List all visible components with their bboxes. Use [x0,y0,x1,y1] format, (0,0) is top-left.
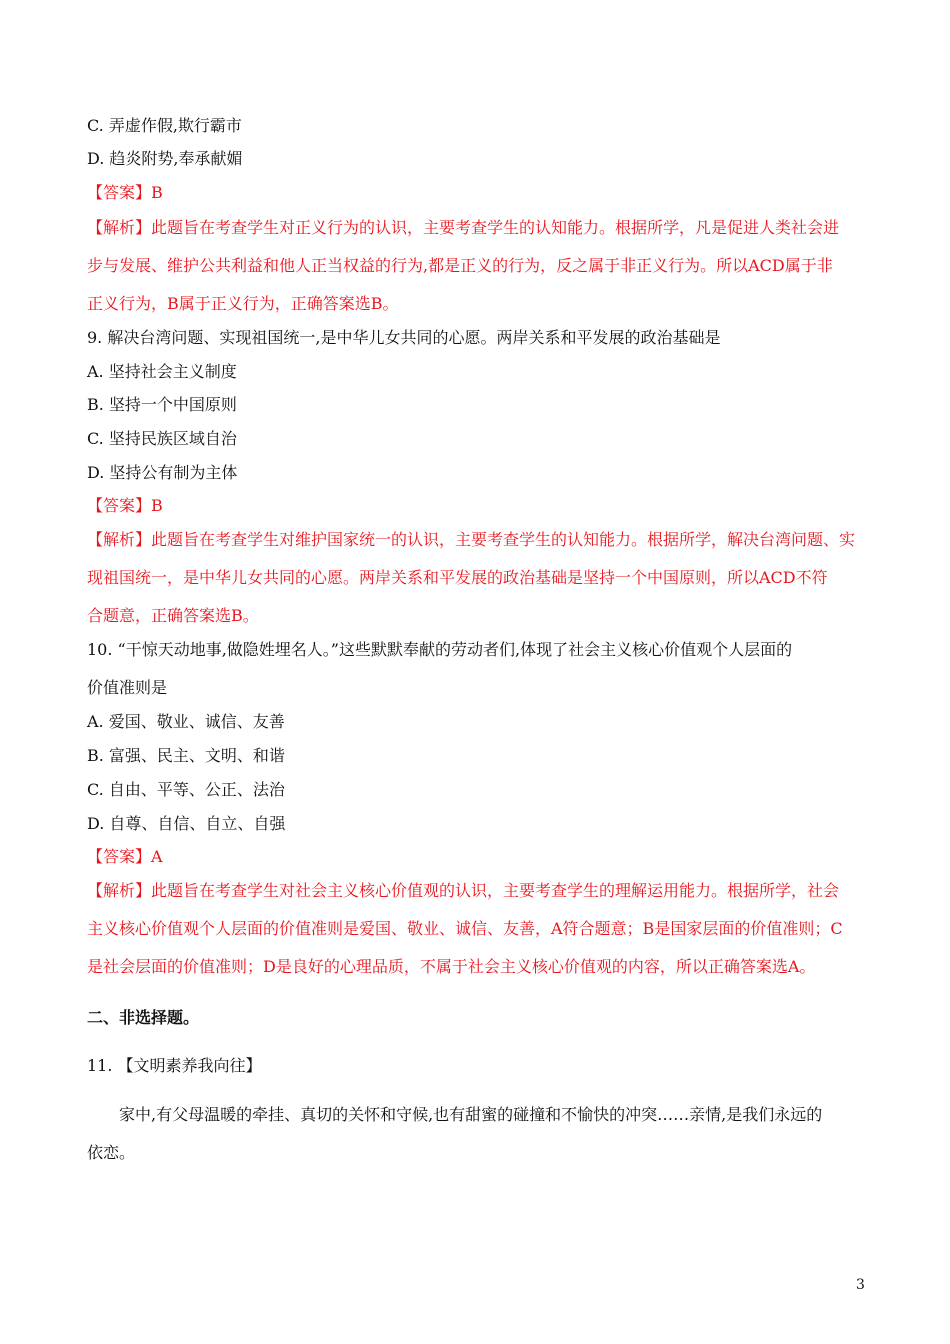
q9-analysis-line-1: 【解析】此题旨在考查学生对维护国家统一的认识，主要考查学生的认知能力。根据所学，解决台湾问题、实 [87,530,856,549]
q9-option-d: D. 坚持公有制为主体 [87,463,238,482]
q10-option-a: A. 爱国、敬业、诚信、友善 [87,712,285,731]
q8-option-d: D. 趋炎附势,奉承献媚 [87,149,243,168]
q8-analysis-line-3: 正义行为，B属于正义行为，正确答案选B。 [87,294,399,313]
q8-analysis-line-1: 【解析】此题旨在考查学生对正义行为的认识，主要考查学生的认知能力。根据所学，凡是促进人类社会进 [87,218,840,237]
q9-answer: 【答案】B [87,496,163,515]
q9-analysis-line-3: 合题意，正确答案选B。 [87,606,259,625]
q10-stem-line-1: 10. “干惊天动地事,做隐姓埋名人。”这些默默奉献的劳动者们,体现了社会主义核心价值观个人层面的 [87,640,793,659]
q10-option-b: B. 富强、民主、文明、和谐 [87,746,285,765]
q9-stem: 9. 解决台湾问题、实现祖国统一,是中华儿女共同的心愿。两岸关系和平发展的政治基础是 [87,328,721,347]
q11-paragraph-line-1: 家中,有父母温暖的牵挂、真切的关怀和守候,也有甜蜜的碰撞和不愉快的冲突……亲情,是我们永远的 [119,1105,823,1124]
page-number: 3 [856,1277,865,1293]
q10-answer: 【答案】A [87,847,163,866]
q9-option-b: B. 坚持一个中国原则 [87,395,237,414]
q9-analysis-line-2: 现祖国统一，是中华儿女共同的心愿。两岸关系和平发展的政治基础是坚持一个中国原则，所以ACD不符 [87,568,828,587]
q9-option-c: C. 坚持民族区域自治 [87,429,237,448]
q8-analysis-line-2: 步与发展、维护公共利益和他人正当权益的行为,都是正义的行为，反之属于非正义行为。所以ACD属于非 [87,256,833,275]
q10-analysis-line-3: 是社会层面的价值准则；D是良好的心理品质，不属于社会主义核心价值观的内容，所以正确答案选A。 [87,957,816,976]
q11-stem: 11. 【文明素养我向往】 [87,1056,262,1075]
q10-analysis-line-2: 主义核心价值观个人层面的价值准则是爱国、敬业、诚信、友善，A符合题意；B是国家层面的价值准则；C [87,919,843,938]
q11-paragraph-line-2: 依恋。 [87,1143,136,1162]
q10-option-c: C. 自由、平等、公正、法治 [87,780,285,799]
section-title: 二、非选择题。 [87,1008,200,1027]
q8-answer: 【答案】B [87,183,163,202]
q9-option-a: A. 坚持社会主义制度 [87,362,237,381]
q8-option-c: C. 弄虚作假,欺行霸市 [87,116,242,135]
q10-stem-line-2: 价值准则是 [87,678,168,697]
q10-analysis-line-1: 【解析】此题旨在考查学生对社会主义核心价值观的认识，主要考查学生的理解运用能力。根据所学，社会 [87,881,840,900]
q10-option-d: D. 自尊、自信、自立、自强 [87,814,286,833]
